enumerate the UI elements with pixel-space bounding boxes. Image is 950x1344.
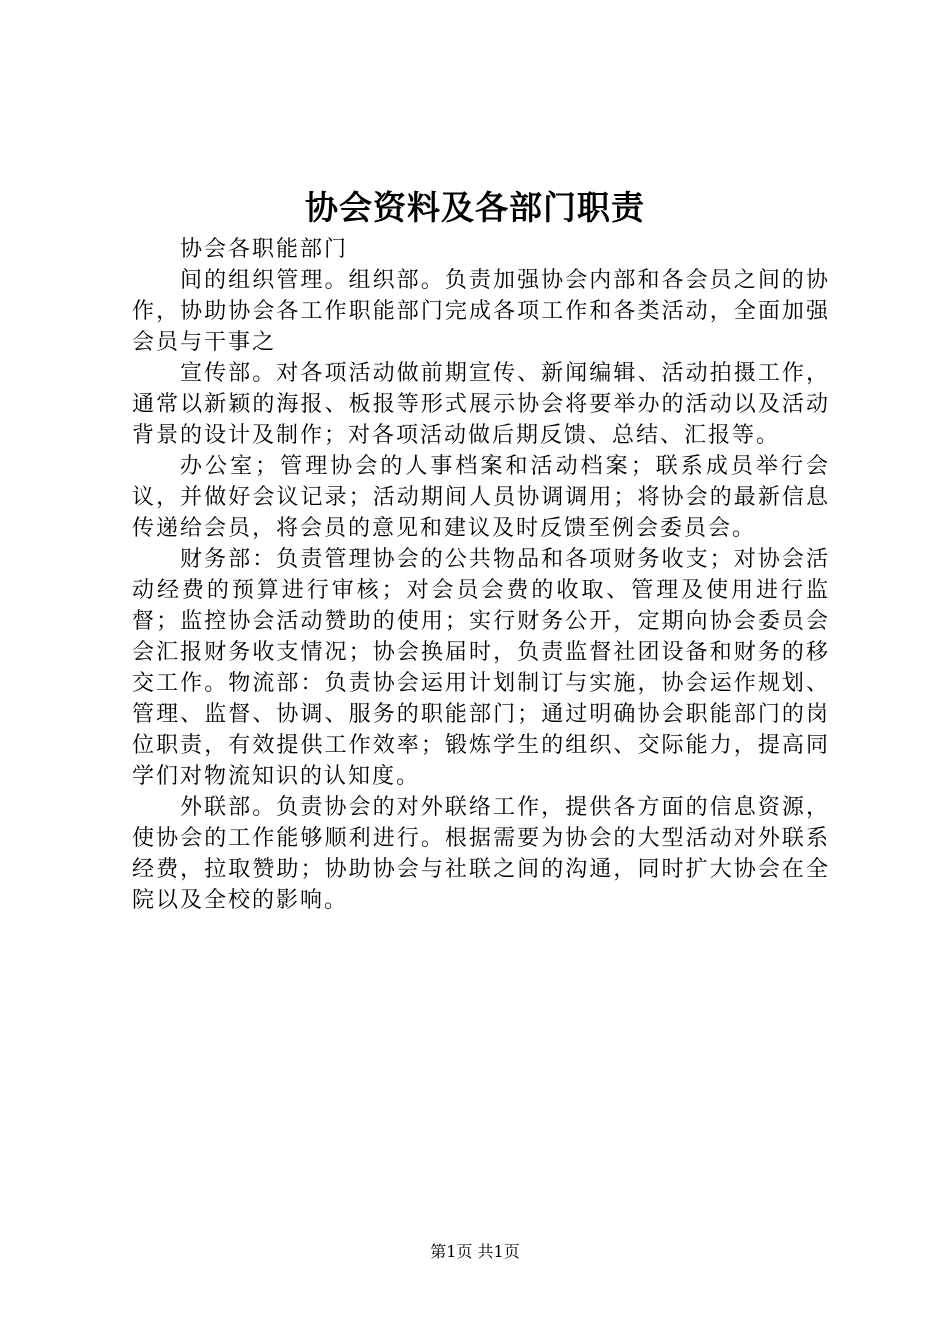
paragraph-heading: 协会各职能部门: [180, 237, 349, 262]
paragraph-organization-dept: 间的组织管理。组织部。负责加强协会内部和各会员之间的协作，协助协会各工作职能部门完成各项工作和各类活动，全面加强会员与干事之: [132, 268, 830, 355]
paragraph-office: 办公室；管理协会的人事档案和活动档案；联系成员举行会议，并做好会议记录；活动期间人员协调调用；将协会的最新信息传递给会员，将会员的意见和建议及时反馈至例会委员会。: [132, 454, 830, 541]
paragraph-external-dept: 外联部。负责协会的对外联络工作，提供各方面的信息资源，使协会的工作能够顺利进行。根据需要为协会的大型活动对外联系经费，拉取赞助；协助协会与社联之间的沟通，同时扩大协会在全院以及全校的影响。: [132, 795, 830, 913]
paragraph-publicity-dept: 宣传部。对各项活动做前期宣传、新闻编辑、活动拍摄工作，通常以新颖的海报、板报等形式展示协会将要举办的活动以及活动背景的设计及制作；对各项活动做后期反馈、总结、汇报等。: [132, 361, 830, 448]
document-title: 协会资料及各部门职责: [305, 188, 645, 227]
page-number-footer: 第1页 共1页: [430, 1242, 520, 1261]
document-body: [132, 234, 830, 916]
paragraph-finance-dept: 财务部：负责管理协会的公共物品和各项财务收支；对协会活动经费的预算进行审核；对会员会费的收取、管理及使用进行监督；监控协会活动赞助的使用；实行财务公开，定期向协会委员会会汇报财务收支情况；协会换届时，负责监督社团设备和财务的移交工作。物流部：负责协会运用计划制订与实施，协会运作规划、管理、监督、协调、服务的职能部门；通过明确协会职能部门的岗位职责，有效提供工作效率；锻炼学生的组织、交际能力，提高同学们对物流知识的认知度。: [132, 547, 830, 789]
